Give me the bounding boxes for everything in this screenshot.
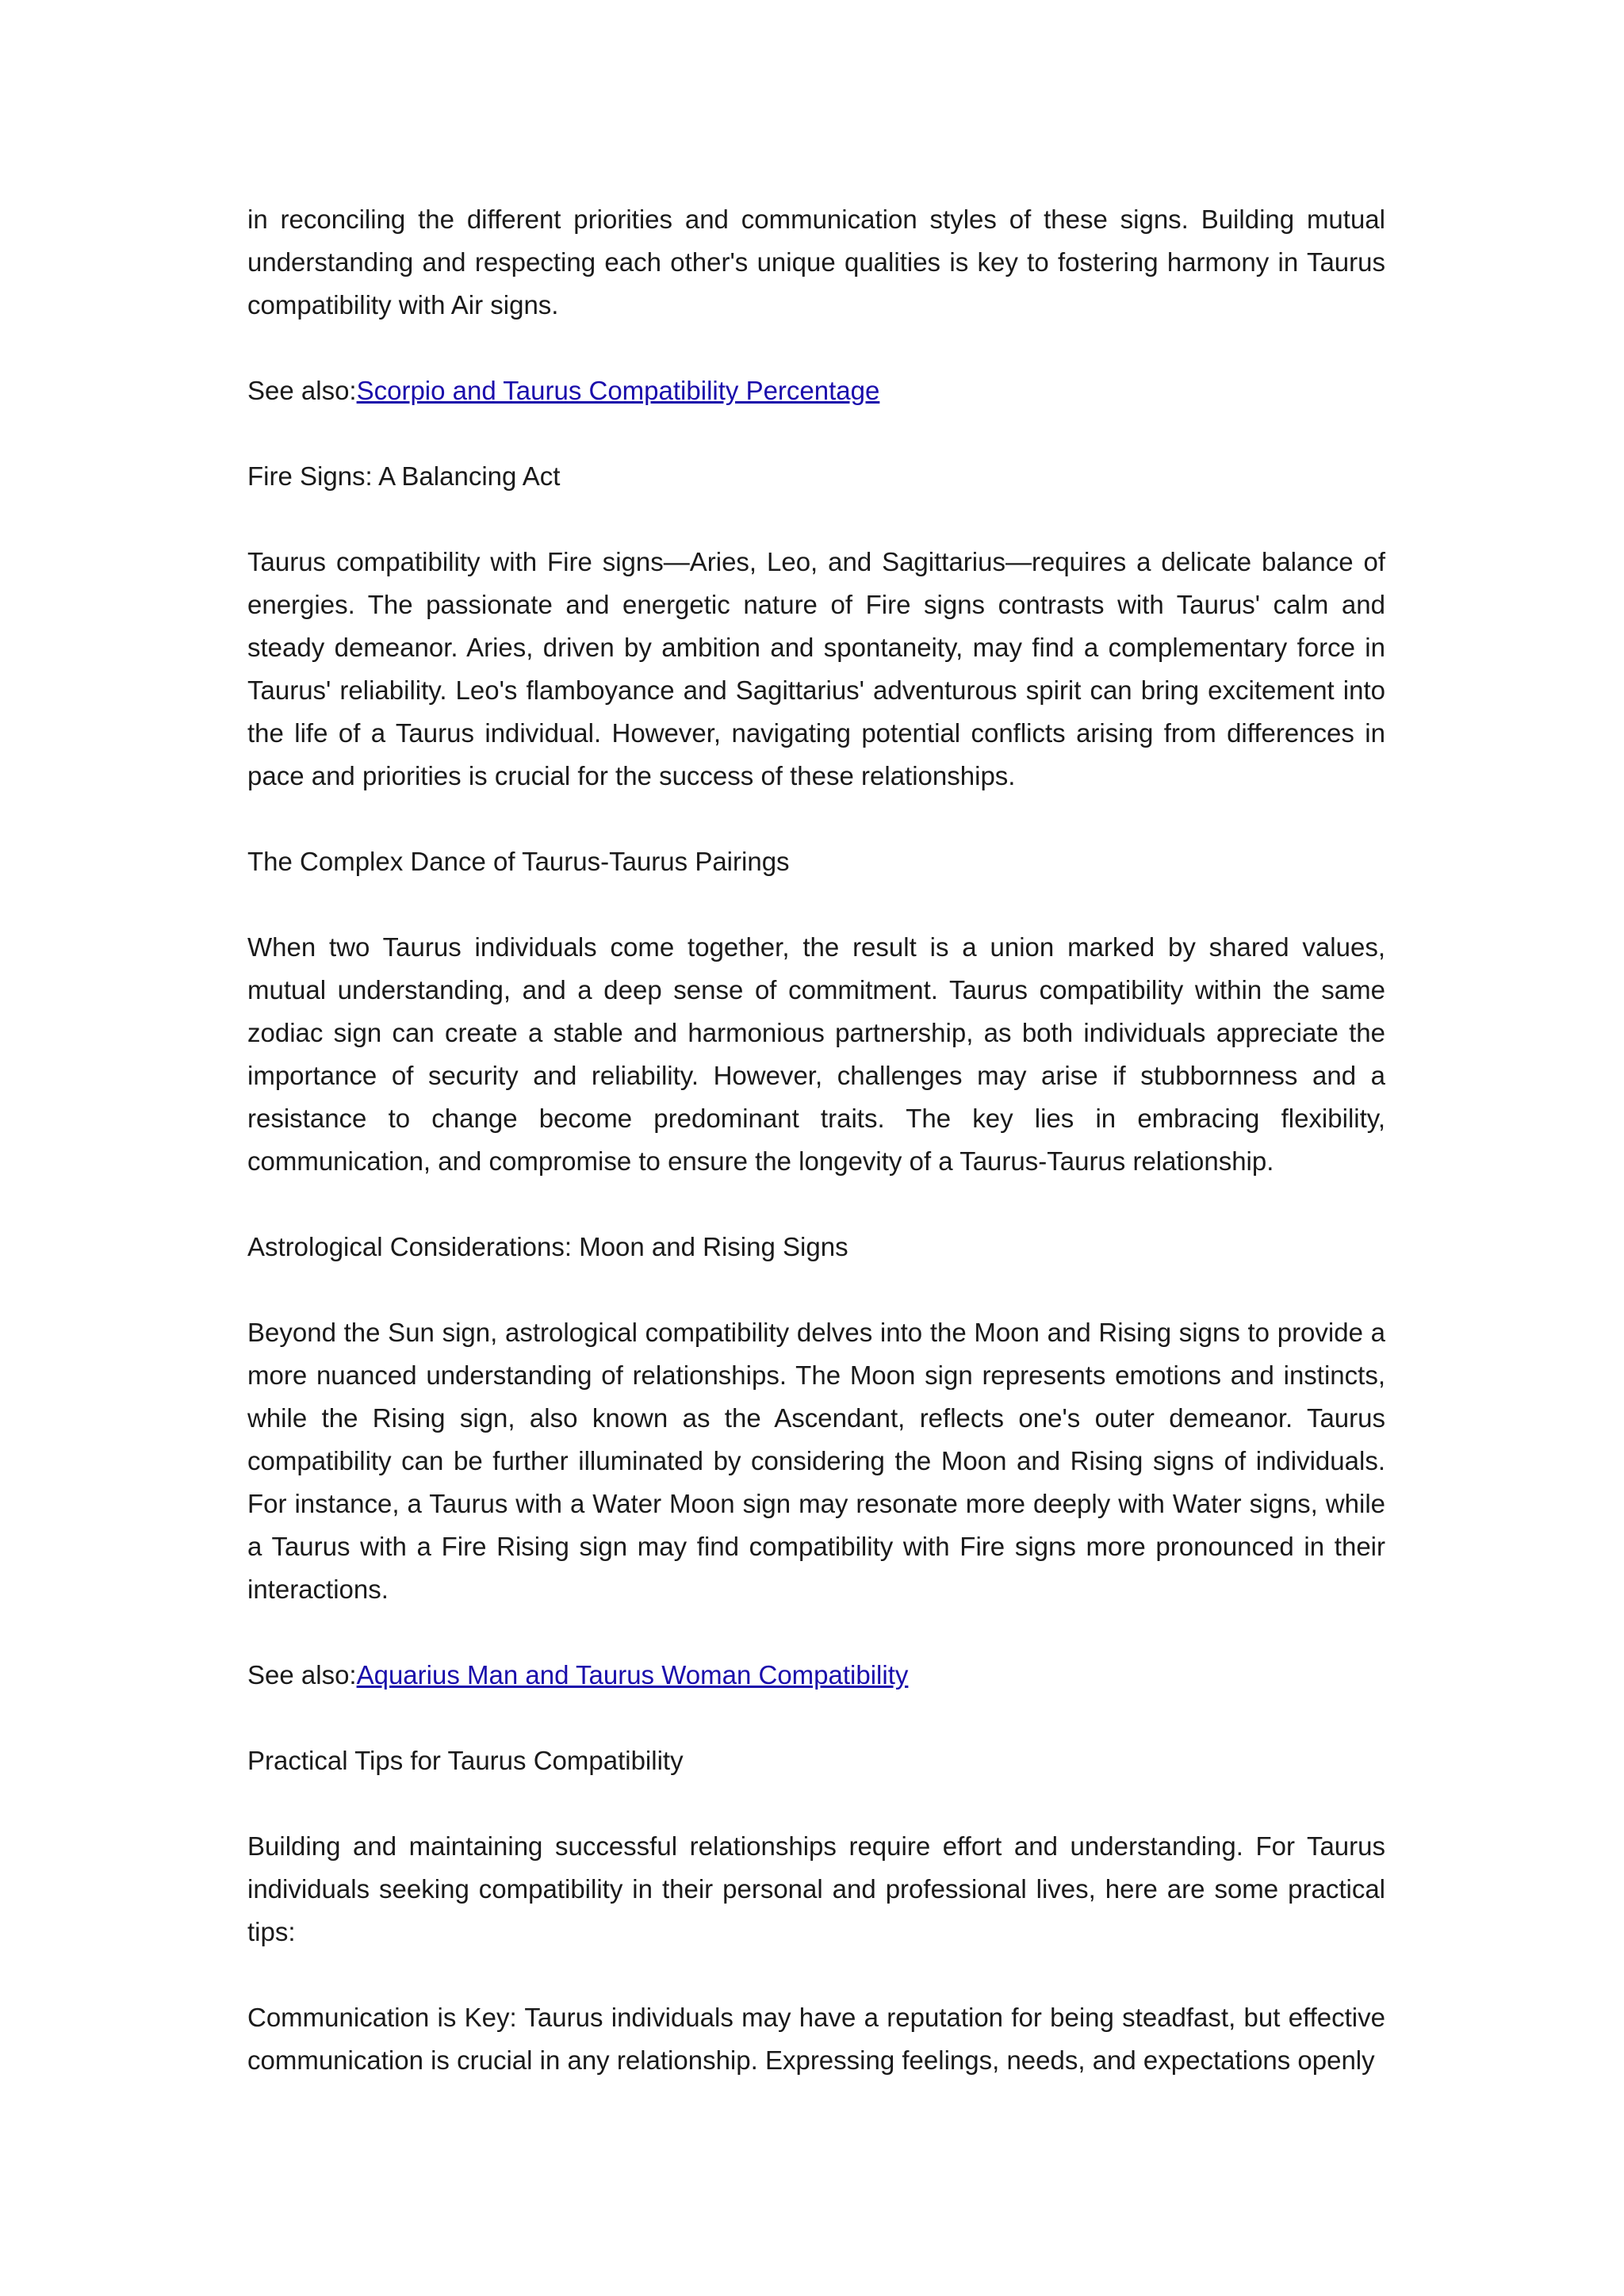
heading-practical-tips: Practical Tips for Taurus Compatibility xyxy=(247,1746,684,1775)
paragraph-practical-tips: Building and maintaining successful relationships require effort and understanding. For Taurus individuals seeking compatibility in their personal and professional lives, here are some practical tips: xyxy=(247,1831,1385,1946)
see-also-prefix: See also: xyxy=(247,1660,357,1689)
paragraph-fire-signs: Taurus compatibility with Fire signs—Aries, Leo, and Sagittarius—requires a delicate balance of energies. The passionate and energetic nature of Fire signs contrasts with Taurus' calm and steady demeanor. Aries, driven by ambition and spontaneity, may find a complementary force in Taurus' reliability. Leo's flamboyance and Sagittarius' adventurous spirit can bring excitement into the life of a Taurus individual. However, navigating potential conflicts arising from differences in pace and priorities is crucial for the success of these relationships. xyxy=(247,547,1385,790)
paragraph-taurus-taurus: When two Taurus individuals come together, the result is a union marked by shared values, mutual understanding, and a deep sense of commitment. Taurus compatibility within the same zodiac sign can create a stable and harmonious partnership, as both individuals appreciate the importance of security and reliability. However, challenges may arise if stubbornness and a resistance to change become predominant traits. The key lies in embracing flexibility, communication, and compromise to ensure the longevity of a Taurus-Taurus relationship. xyxy=(247,932,1385,1176)
paragraph-moon-rising: Beyond the Sun sign, astrological compatibility delves into the Moon and Rising signs to provide a more nuanced understanding of relationships. The Moon sign represents emotions and instincts, while the Rising sign, also known as the Ascendant, reflects one's outer demeanor. Taurus compatibility can be further illuminated by considering the Moon and Rising signs of individuals. For instance, a Taurus with a Water Moon sign may resonate more deeply with Water signs, while a Taurus with a Fire Rising sign may find compatibility with Fire signs more pronounced in their interactions. xyxy=(247,1318,1385,1604)
document-page xyxy=(247,198,1385,2125)
heading-moon-rising: Astrological Considerations: Moon and Rising Signs xyxy=(247,1232,848,1261)
heading-taurus-taurus: The Complex Dance of Taurus-Taurus Pairings xyxy=(247,847,790,876)
see-also-prefix: See also: xyxy=(247,376,357,405)
paragraph-communication-key: Communication is Key: Taurus individuals may have a reputation for being steadfast, but effective communication is crucial in any relationship. Expressing feelings, needs, and expectations openly xyxy=(247,2003,1385,2075)
paragraph-air-signs-end: in reconciling the different priorities and communication styles of these signs. Building mutual understanding and respecting each other's unique qualities is key to fostering harmony in Taurus compatibility with Air signs. xyxy=(247,205,1385,320)
link-scorpio-taurus-compatibility[interactable]: Scorpio and Taurus Compatibility Percentage xyxy=(356,376,880,405)
see-also-scorpio xyxy=(247,369,1385,412)
see-also-aquarius xyxy=(247,1654,1385,1697)
heading-fire-signs: Fire Signs: A Balancing Act xyxy=(247,461,561,491)
link-aquarius-taurus-compatibility[interactable]: Aquarius Man and Taurus Woman Compatibility xyxy=(356,1660,909,1689)
